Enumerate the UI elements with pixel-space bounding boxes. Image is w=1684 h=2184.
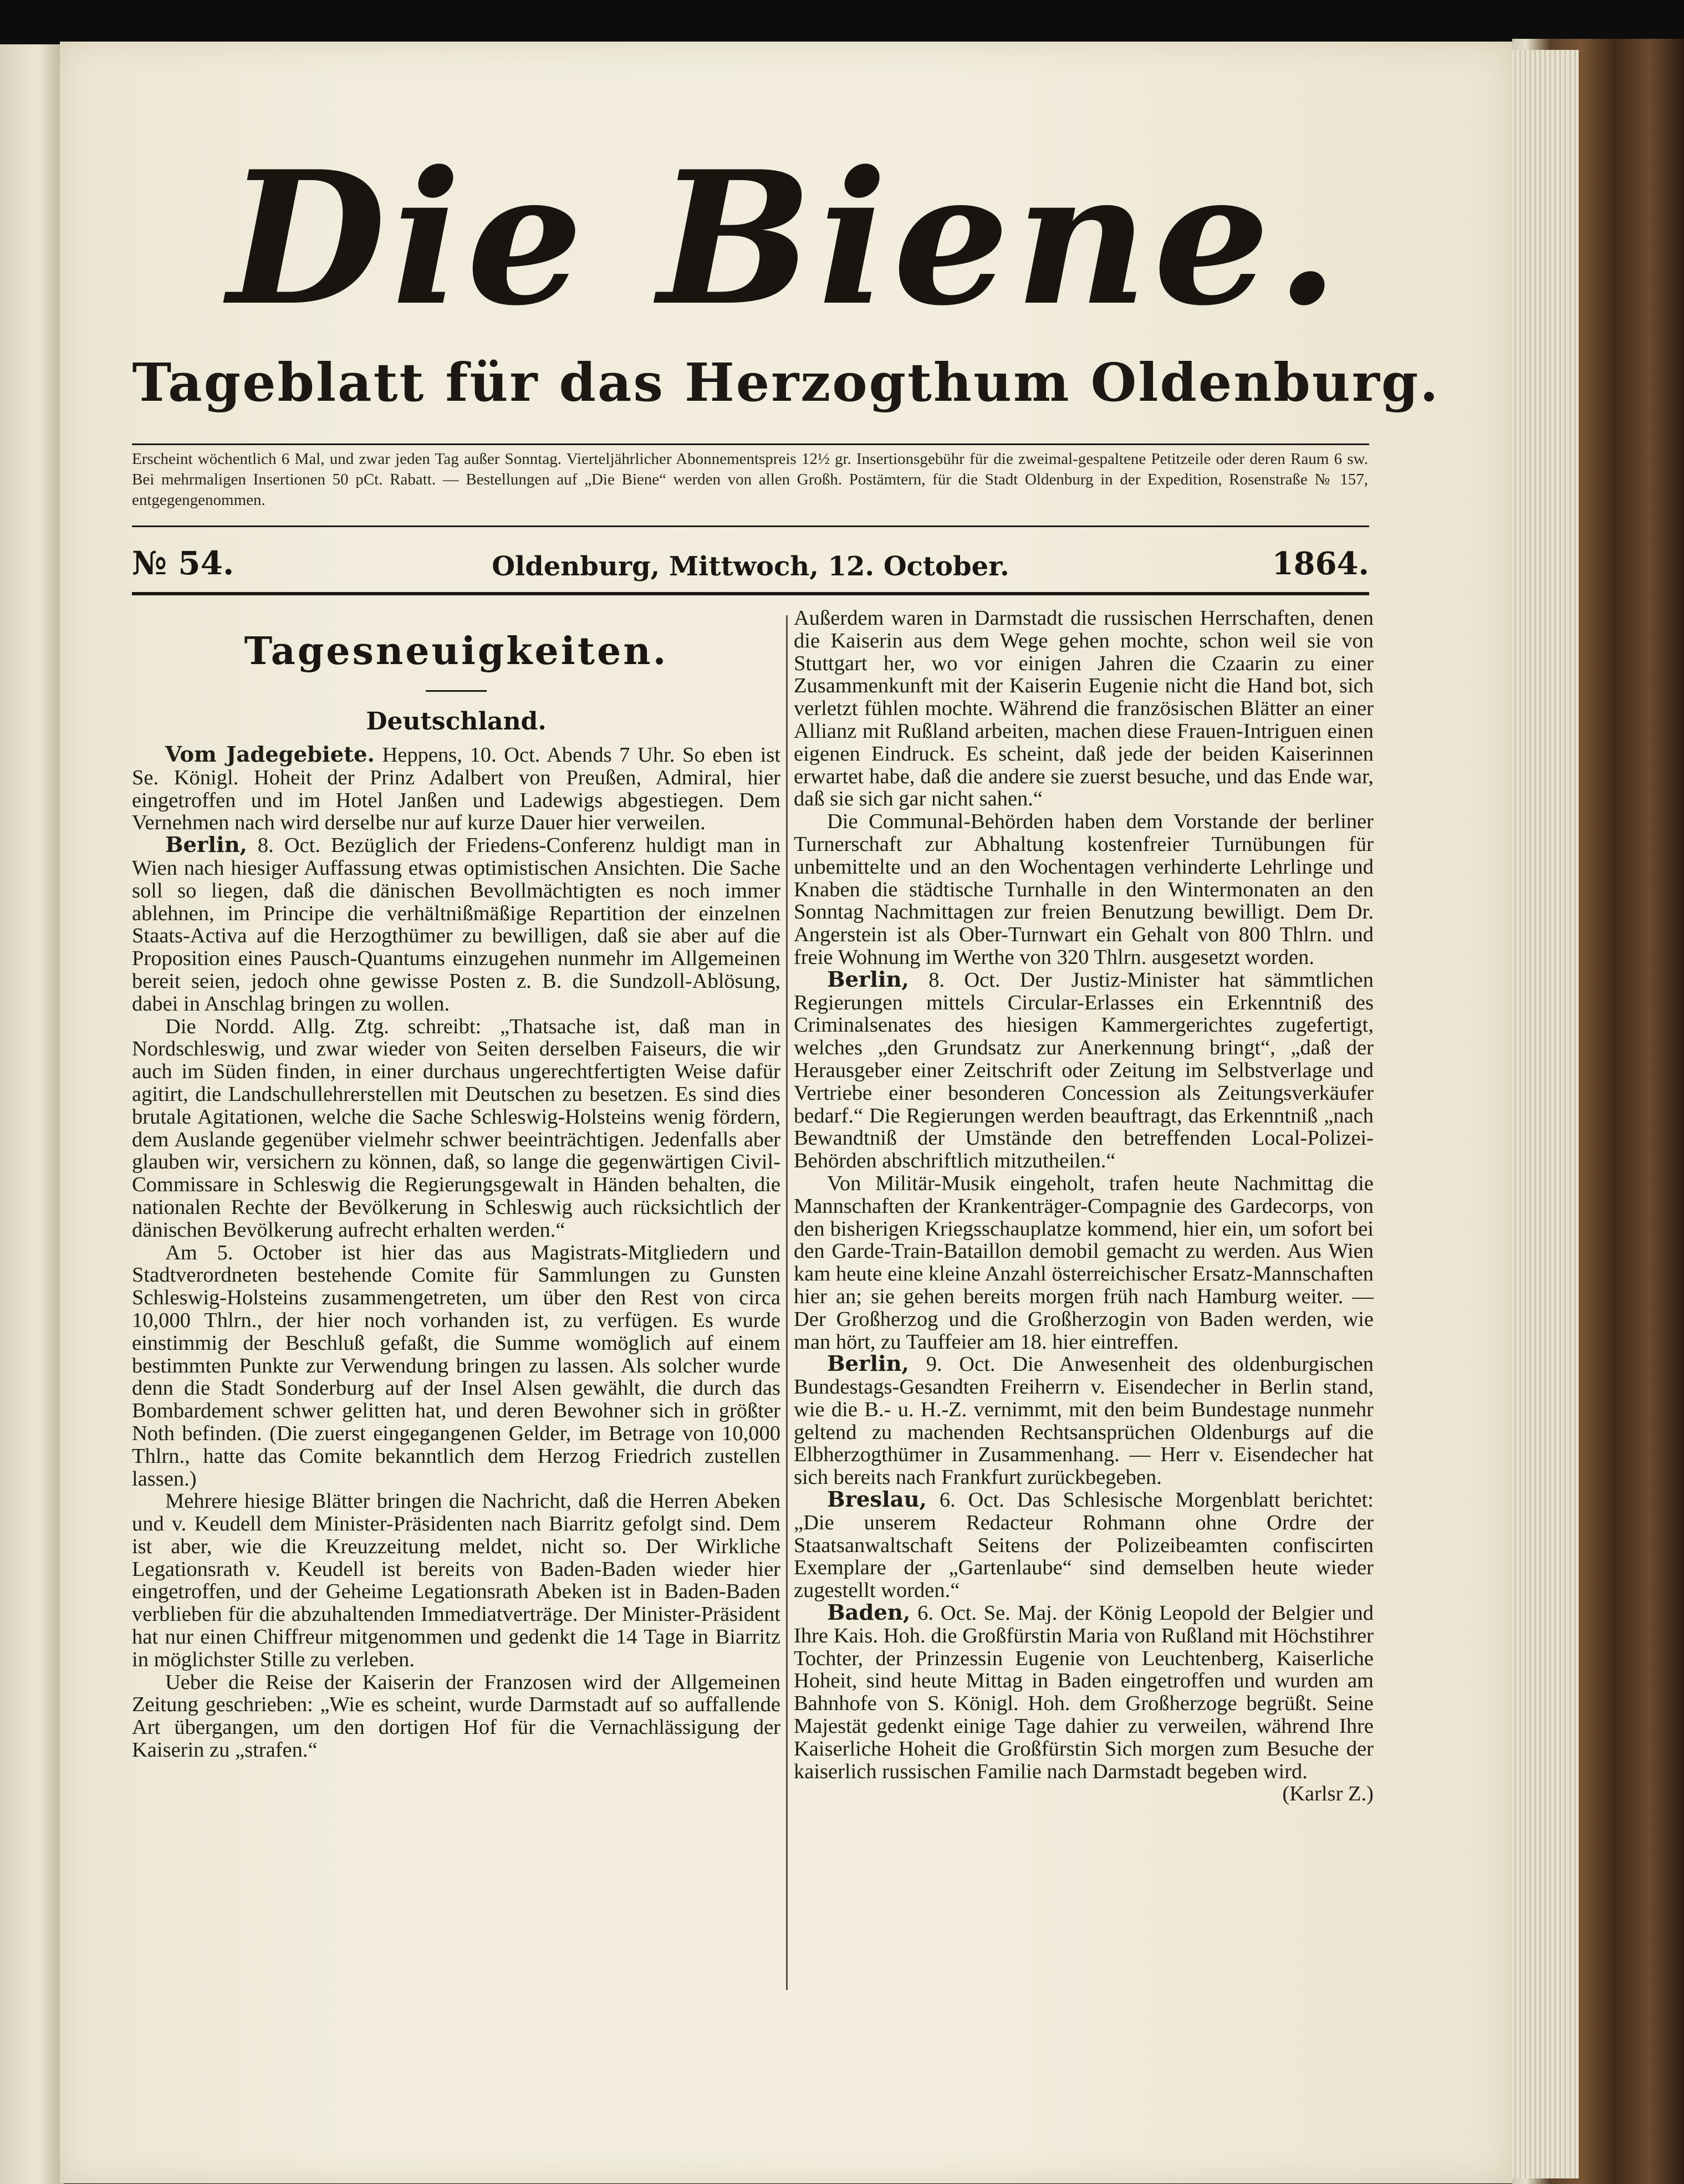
- article-paragraph: Von Militär-Musik eingeholt, trafen heute Nachmittag die Mannschaften der Krankenträger-Compagnie des Gardecorps, von den bisherigen Kriegsschauplatze kommend, hier ein, um sofort bei den Garde-Train-Bataillon demobil gemacht zu werden. Aus Wien kam heute eine kleine Anzahl österreichischer Ersatz-Mannschaften hier an; sie gehen bereits morgen früh nach Hamburg weiter. — Der Großherzog und die Großherzogin von Baden werden, wie man hört, zu Tauffeier am 18. hier eintreffen.: [794, 1171, 1374, 1354]
- column-left: [132, 607, 780, 1762]
- article-place: Breslau,: [827, 1487, 927, 1513]
- article-paragraph: Die Nordd. Allg. Ztg. schreibt: „Thatsache ist, daß man in Nordschleswig, und zwar wieder von Seiten derselben Faiseurs, die wir auch im Süden finden, in einer durchaus ungerechtfertigten Weise dafür agitirt, die Landschullehrerstellen mit Deutschen zu besetzen. Es sind dies brutale Agitationen, welche die Sache Schleswig-Holsteins wenig fördern, dem Auslande gegenüber vielmehr schwer beeinträchtigen. Jedenfalls aber glauben wir, versichern zu können, daß, so lange die gegenwärtigen Civil-Commissare in Schleswig die Regierungsgewalt in Händen behalten, die nationalen Rechte der Bevölkerung in Schleswig auch rücksichtlich der dänischen Bevölkerung aufrecht erhalten werden.“: [132, 1014, 780, 1242]
- article-paragraph: Außerdem waren in Darmstadt die russischen Herrschaften, denen die Kaiserin aus dem Wege gehen mochte, schon weil sie von Stuttgart her, wo vor einigen Jahren die Czaarin zu einer Zusammenkunft mit der Kaiserin Eugenie nicht die Hand bot, sich verletzt fühlen mochte. Während die französischen Blätter an einer Allianz mit Rußland arbeiten, machen diese Frauen-Intriguen einen eigenen Eindruck. Es scheint, daß jede der beiden Kaiserinnen erwartet habe, daß die andere sie zuerst besuche, und das Ende war, daß sie sich gar nicht sahen.“: [794, 606, 1374, 811]
- article-berlin-3: [794, 1353, 1374, 1489]
- notice-bottom-rule: [132, 525, 1369, 527]
- issue-number: № 54.: [132, 544, 234, 582]
- section-rule: [426, 690, 487, 692]
- masthead-title: Die Biene.: [227, 131, 1345, 346]
- article-paragraph: Am 5. October ist hier das aus Magistrats-Mitgliedern und Stadtverordneten bestehende Comite für Sammlungen zu Gunsten Schleswig-Holsteins zusammengetreten, um über den Rest von circa 10,000 Thlrn., der hier noch vorhanden ist, zu verfügen. Es wurde einstimmig der Beschluß gefaßt, die Summe womöglich auf einem bestimmten Punkte zur Verwendung bringen zu lassen. Als solcher wurde denn die Stadt Sonderburg auf der Insel Alsen gewählt, die durch das Bombardement schwer gelitten hat, und deren Bewohner sich in größter Noth befinden. (Die zuerst eingegangenen Gelder, im Betrage von 10,000 Thlrn., hatte das Comite bekanntlich dem Herzog Friedrich zustellen lassen.): [132, 1241, 780, 1491]
- article-baden: [794, 1600, 1374, 1806]
- notice-top-rule: [132, 443, 1369, 445]
- country-heading: Deutschland.: [366, 707, 547, 736]
- left-page-edge: [0, 44, 64, 2184]
- article-text: 9. Oct. Die Anwesenheit des oldenburgischen Bundestags-Gesandten Freiherrn v. Eisendecher in Berlin stand, wie die B.- u. H.-Z. vernimmt, mit den beim Bundestage nunmehr geltend zu machenden Rechtsansprüchen Oldenburgs auf die Elbherzogthümer in Zusammenhang. — Herr v. Eisendecher hat sich bereits nach Frankfurt zurückbegeben.: [794, 1353, 1374, 1489]
- column-right: [794, 607, 1374, 1805]
- dateline-rule: [132, 592, 1369, 595]
- article-place: Vom Jadegebiete.: [165, 742, 375, 767]
- article-text: Heppens, 10. Oct. Abends 7 Uhr. So eben ist Se. Königl. Hoheit der Prinz Adalbert von Preußen, Admiral, hier eingetroffen und im Hotel Janßen und Ladewigs abgestiegen. Dem Vernehmen nach wird derselbe nur auf kurze Dauer hier verweilen.: [132, 743, 781, 835]
- article-breslau: [794, 1489, 1374, 1602]
- article-text: 6. Oct. Das Schlesische Morgenblatt berichtet: „Die unserem Redacteur Rohmann ohne Ordre der Staatsanwaltschaft Seitens der Polizeibeamten confiscirten Exemplare der „Gartenlaube“ sind demselben heute wieder zugestellt worden.“: [794, 1488, 1374, 1603]
- article-place: Berlin,: [165, 833, 247, 858]
- article-text: 8. Oct. Der Justiz-Minister hat sämmtlichen Regierungen mittels Circular-Erlasses ein Erkenntniß des Criminalsenates des hiesigen Kammergerichtes zugefertigt, welches „den Grundsatz zur Anerkennung bringt“, „daß der Herausgeber einer Zeitschrift oder Zeitung im Selbstverlage und Vertriebe einer besonderen Concession als Zeitungsverkäufer bedarf.“ Die Regierungen werden beauftragt, das Erkenntniß „nach Bewandtniß der Umstände den betreffenden Local-Polizei-Behörden abschriftlich mitzutheilen.“: [794, 968, 1374, 1173]
- article-paragraph: Ueber die Reise der Kaiserin der Franzosen wird der Allgemeinen Zeitung geschrieben: „Wie es scheint, wurde Darmstadt auf so auffallende Art übergangen, um den dortigen Hof für die Vernachlässigung der Kaiserin zu „strafen.“: [132, 1670, 780, 1762]
- issue-date: Oldenburg, Mittwoch, 12. October.: [492, 551, 1009, 582]
- article-place: Baden,: [827, 1600, 911, 1626]
- article-place: Berlin,: [827, 1351, 909, 1377]
- section-title: Tagesneuigkeiten.: [244, 629, 669, 673]
- source-credit: (Karlsr Z.): [1282, 1782, 1374, 1806]
- article-jadegebiet: [132, 744, 780, 834]
- masthead-subtitle: Tageblatt für das Herzogthum Oldenburg.: [132, 352, 1440, 414]
- article-berlin-2: [794, 969, 1374, 1172]
- article-berlin-1: [132, 834, 780, 1015]
- column-divider: [786, 615, 788, 1990]
- article-text: 8. Oct. Bezüglich der Friedens-Conferenz huldigt man in Wien nach hiesiger Auffassung etwas optimistischen Ansichten. Die Sache soll so liegen, daß die dänischen Bevollmächtigten es noch immer ablehnen, im Principe die verhältnißmäßige Repartition der einzelnen Staats-Activa auf die Herzogthümer zu bewilligen, daß sie aber auf die Proposition eines Pausch-Quantums einzugehen nunmehr im Allgemeinen bereit seien, jedoch ohne gewisse Posten z. B. die Sundzoll-Ablösung, dabei in Anschlag bringen zu wollen.: [132, 834, 780, 1016]
- article-place: Berlin,: [827, 967, 909, 992]
- issue-year: 1864.: [1272, 545, 1369, 582]
- article-paragraph: Mehrere hiesige Blätter bringen die Nachricht, daß die Herren Abeken und v. Keudell dem Minister-Präsidenten nach Biarritz gefolgt sind. Dem ist aber, wie die Kreuzzeitung meldet, nicht so. Der Wirkliche Legationsrath v. Keudell ist bereits von Baden-Baden wieder hier eingetroffen, und der Geheime Legationsrath Abeken ist in Baden-Baden verblieben für die abzuhaltenden Immediatverträge. Der Minister-Präsident hat nur einen Chiffreur mitgenommen und gedenkt die 14 Tage in Biarritz in möglichster Stille zu verleben.: [132, 1489, 780, 1671]
- dateline: [132, 538, 1369, 588]
- article-text: 6. Oct. Se. Maj. der König Leopold der Belgier und Ihre Kais. Hoh. die Großfürstin Maria von Rußland mit Höchstihrer Tochter, der Prinzessin Eugenie von Leuchtenberg, Kaiserliche Hoheit, sind heute Mittag in Baden eingetroffen und wurden am Bahnhofe von S. Königl. Hoh. dem Großherzoge begrüßt. Seine Majestät gedenkt einige Tage dahier zu verweilen, während Ihre Kaiserliche Hoheit die Großfürstin Sich morgen zum Besuche der kaiserlich russischen Familie nach Darmstadt begeben wird.: [794, 1601, 1374, 1783]
- subscription-notice: Erscheint wöchentlich 6 Mal, und zwar jeden Tag außer Sonntag. Vierteljährlicher Abonnementspreis 12½ gr. Insertionsgebühr für die zweimal-gespaltene Petitzeile oder deren Raum 6 sw. Bei mehrmaligen Insertionen 50 pCt. Rabatt. — Bestellungen auf „Die Biene“ werden von allen Großh. Postämtern, für die Stadt Oldenburg in der Expedition, Rosenstraße № 157, entgegengenommen.: [132, 450, 1368, 509]
- masthead: [60, 131, 1512, 414]
- page-stack-edge: [1501, 50, 1579, 2178]
- article-paragraph: Die Communal-Behörden haben dem Vorstande der berliner Turnerschaft zur Abhaltung kostenfreier Turnübungen für unbemittelte und an den Wochentagen verhinderte Lehrlinge und Knaben die städtische Turnhalle in den Wintermonaten an den Sonntag Nachmittagen zur freien Benutzung bewilligt. Dem Dr. Angerstein ist als Ober-Turnwart ein Gehalt von 800 Thlrn. und freie Wohnung im Werthe von 320 Thlrn. ausgesetzt worden.: [794, 810, 1374, 969]
